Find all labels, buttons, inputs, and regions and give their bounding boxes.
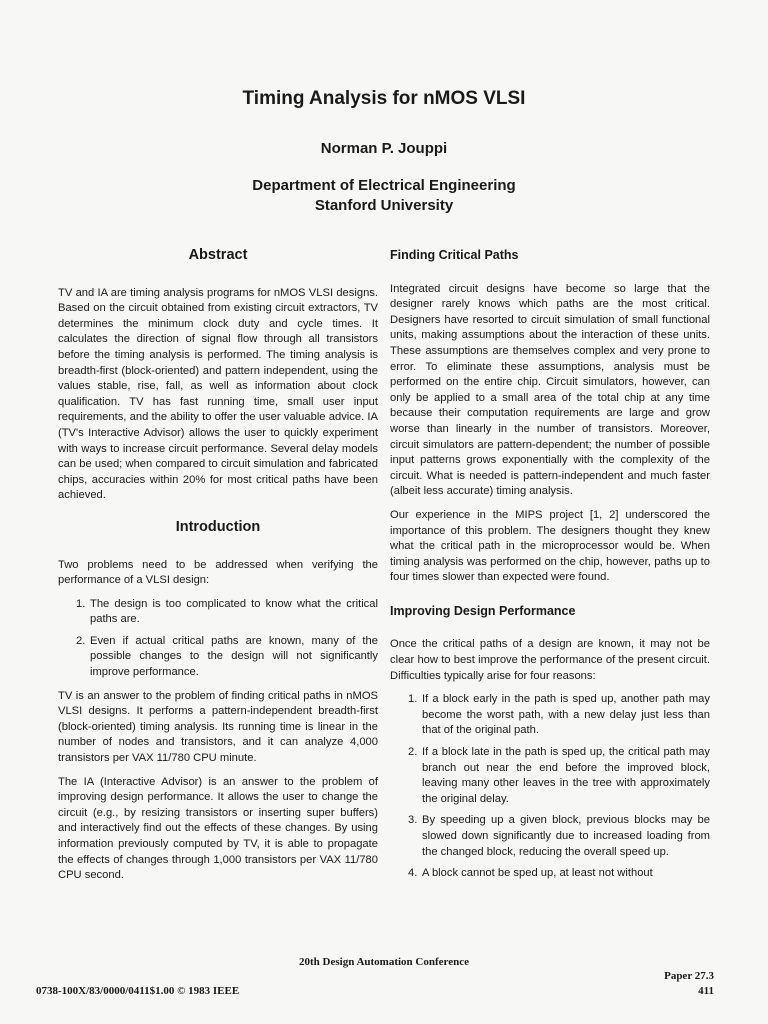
- affiliation-department: Department of Electrical Engineering: [252, 177, 516, 194]
- list-item-text: By speeding up a given block, previous blocks may be slowed down significantly due to increased loading from the changed block, reducing the overall speed up.: [422, 814, 710, 858]
- intro-problem-list: [58, 597, 378, 681]
- critical-paragraph-2: Our experience in the MIPS project [1, 2] underscored the importance of this problem. The designers thought they knew what the critical path in the microprocessor would be. When timing analysis was performed on the chip, however, paths up to four times slower than expected were found.: [390, 508, 710, 584]
- conference-name: 20th Design Automation Conference: [299, 956, 469, 968]
- page-number: 411: [698, 985, 714, 997]
- improving-performance-heading: Improving Design Performance: [390, 603, 576, 618]
- list-item: [390, 813, 710, 860]
- affiliation-university: Stanford University: [314, 197, 454, 214]
- copyright-line: 0738-100X/83/0000/0411$1.00 © 1983 IEEE: [36, 985, 240, 997]
- list-item: [390, 745, 710, 807]
- list-item: [390, 866, 710, 882]
- list-item-text: If a block early in the path is sped up, another path may become the worst path, with a new delay just less than that of the original path.: [422, 693, 710, 737]
- improve-paragraph-1: Once the critical paths of a design are known, it may not be clear how to best improve the performance of the present circuit. Difficulties typically arise for four reasons:: [390, 638, 710, 682]
- paper-title: Timing Analysis for nMOS VLSI: [242, 88, 526, 109]
- abstract-text: TV and IA are timing analysis programs for nMOS VLSI designs. Based on the circuit obtained from existing circuit extractors, TV determines the minimum clock duty and cycle times. It calculates the direction of signal flow through all transistors before the timing analysis is performed. The timing analysis is breadth-first (block-oriented) and pattern independent, using the values stable, rise, fall, as well as information about clock qualification. TV has fast running time, small user input requirements, and the ability to offer the user valuable advice. IA (TV's Interactive Advisor) allows the user to quickly experiment with ways to increase circuit performance. Several delay models can be used; when compared to circuit simulation and fabricated chips, accuracies within 20% for most critical paths have been achieved.: [58, 286, 378, 502]
- list-item-number: 4.: [408, 867, 418, 880]
- list-item-text: The design is too complicated to know what the critical paths are.: [90, 597, 378, 626]
- right-column: [390, 248, 710, 890]
- intro-paragraph-2: TV is an answer to the problem of finding critical paths in nMOS VLSI designs. It performs a pattern-independent breadth-first (block-oriented) timing analysis. Its running time is linear in the number of nodes and transistors, and it can analyze 4,000 transistors per VAX 11/780 CPU minute.: [58, 689, 378, 765]
- list-item-number: 1.: [76, 597, 86, 610]
- improve-reasons-list: [390, 692, 710, 882]
- list-item-number: 1.: [408, 693, 418, 706]
- list-item: [390, 692, 710, 739]
- list-item-text: A block cannot be sped up, at least not without: [422, 867, 653, 880]
- paper-page-info: [664, 969, 714, 999]
- list-item-number: 2.: [408, 746, 418, 759]
- list-item: [58, 634, 378, 681]
- list-item-text: If a block late in the path is sped up, the critical path may branch out near the end before the improved block, leaving many other leaves in the tree with approximately the original delay.: [422, 746, 710, 805]
- author-name: Norman P. Jouppi: [320, 140, 448, 157]
- critical-paragraph-1: Integrated circuit designs have become so large that the designer rarely knows which paths are the most critical. Designers have resorted to circuit simulation of small functional units, making assumptions about the interaction of these units. These assumptions are themselves complex and very prone to error. To eliminate these assumptions, analysis must be performed on the entire chip. Circuit simulators, however, can only be applied to a small area of the total chip at any time because their computation requirements are large and grow worse than linearly in the number of transistors. Moreover, circuit simulators are pattern-dependent; the number of possible input patterns grows exponentially with the complexity of the circuit. What is needed is pattern-independent and much faster (albeit less accurate) timing analysis.: [390, 282, 710, 498]
- paper-number: Paper 27.3: [664, 970, 714, 982]
- abstract-heading: Abstract: [188, 247, 248, 263]
- finding-critical-paths-heading: Finding Critical Paths: [390, 248, 519, 262]
- affiliation: [0, 176, 768, 216]
- left-column: [58, 248, 378, 892]
- list-item-number: 2.: [76, 634, 86, 647]
- list-item: [58, 597, 378, 628]
- list-item-text: Even if actual critical paths are known, many of the possible changes to the design will not significantly improve performance.: [90, 634, 378, 679]
- intro-paragraph-1: Two problems need to be addressed when verifying the performance of a VLSI design:: [58, 558, 378, 587]
- introduction-heading: Introduction: [175, 518, 261, 535]
- intro-paragraph-3: The IA (Interactive Advisor) is an answer to the problem of improving design performance. It allows the user to change the circuit (e.g., by resizing transistors or inserting super buffers) and interactively find out the effects of these changes. By using information previously computed by TV, it is able to propagate the effects of changes through 1,000 transistors per VAX 11/780 CPU second.: [58, 775, 378, 882]
- list-item-number: 3.: [408, 814, 418, 827]
